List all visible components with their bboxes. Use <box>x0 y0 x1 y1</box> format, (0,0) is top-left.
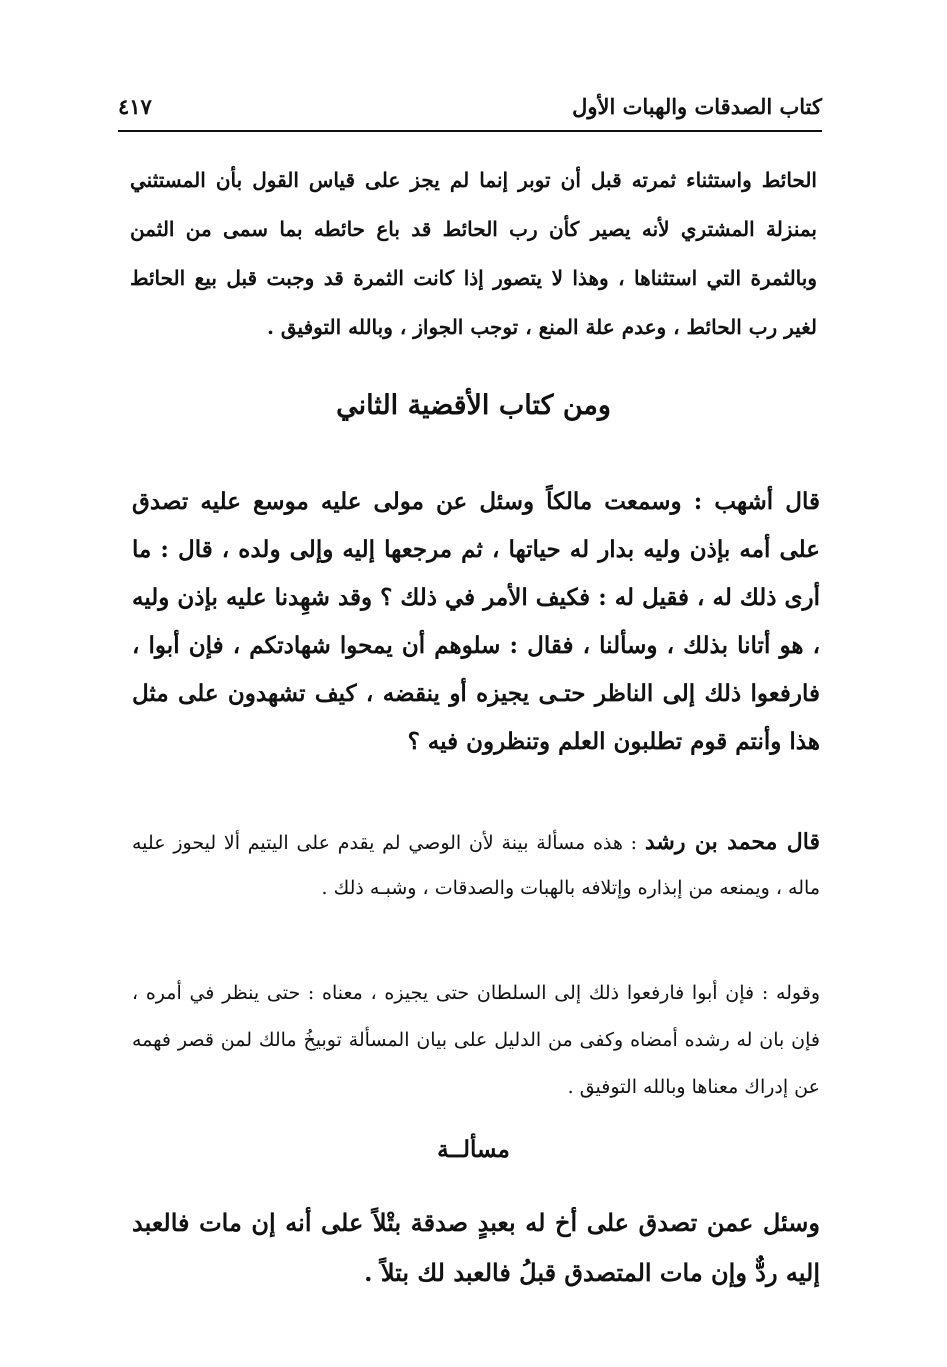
question-heading: مسألــة <box>437 1136 510 1163</box>
speaker-name: قال محمد بن رشد <box>644 829 820 855</box>
header-rule <box>118 130 822 132</box>
page-header <box>118 88 822 128</box>
page-number: ٤١٧ <box>118 94 152 119</box>
section-heading: ومن كتاب الأقضية الثاني <box>336 390 611 421</box>
commentary-text: : هذه مسألة بينة لأن الوصي لم يقدم على اليتيم ألا ليحوز عليه ماله ، ويمنعه من إبذاره وإتلافه بالهبات والصدقات ، وشبـه ذلك . <box>132 832 820 899</box>
paragraph-ashhab: قال أشهب : وسمعت مالكاً وسئل عن مولى عليه موسع عليه تصدق على أمه بإذن وليه بدار له حياتها ، ثم مرجعها إليه وإلى ولده ، قال : ما أرى ذلك له ، فقيل له : فكيف الأمر في ذلك ؟ وقد شهِدنا عليه بإذن وليه ، هو أتانا بذلك ، وسألنا ، فقال : سلوهم أن يمحوا شهادتكم ، فإن أبوا ، فارفعوا ذلك إلى الناظر حتـى يجيزه أو ينقضه ، كيف تشهدون على مثل هذا وأنتم قوم تطلبون العلم وتنظرون فيه ؟ <box>132 488 820 755</box>
paragraph-ibn-rushd <box>132 820 820 911</box>
running-title: كتاب الصدقات والهبات الأول <box>572 94 822 119</box>
paragraph-question: وسئل عمن تصدق على أخ له بعبدٍ صدقة بتْلاً على أنه إن مات فالعبد إليه ردٌّ وإن مات المتصدق قبلُ فالعبد لك بتلاً . <box>132 1208 820 1287</box>
paragraph-continuation: الحائط واستثناء ثمرته قبل أن توبر إنما لم يجز على قياس القول بأن المستثني بمنزلة المشتري لأنه يصير كأن رب الحائط قد باع حائطه بما سمى من الثمن وبالثمرة التي استثناها ، وهذا لا يتصور إذا كانت الثمرة قد وجبت قبل بيع الحائط لغير رب الحائط ، وعدم علة المنع ، توجب الجواز ، وبالله التوفيق . <box>130 168 817 339</box>
paragraph-explanation: وقوله : فإن أبوا فارفعوا ذلك إلى السلطان حتى يجيزه ، معناه : حتى ينظر في أمره ، فإن بان له رشده أمضاه وكفى من الدليل على بيان المسألة توبيخُ مالك لمن قصر فهمه عن إدراك معناها وبالله التوفيق . <box>132 982 820 1098</box>
